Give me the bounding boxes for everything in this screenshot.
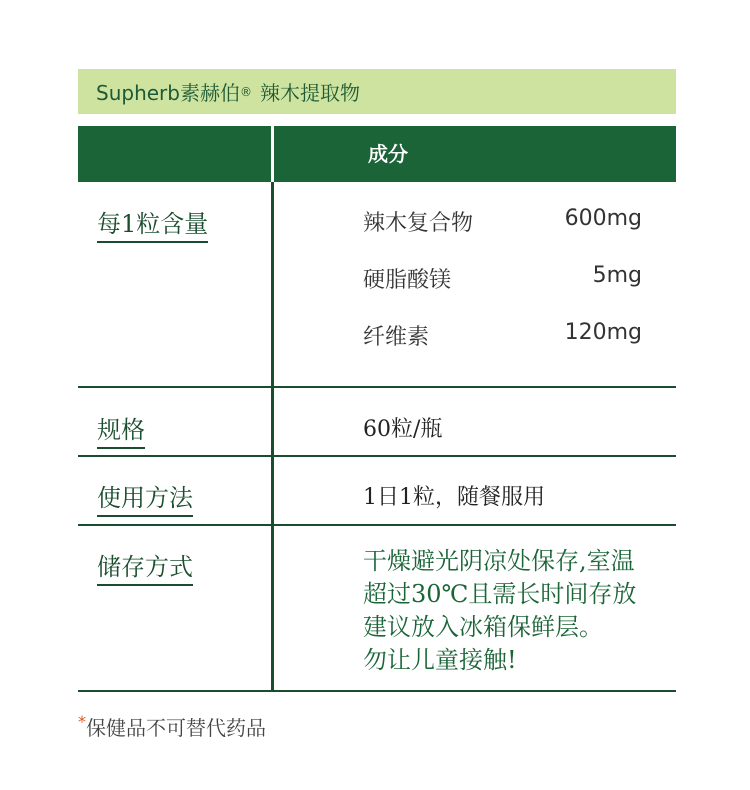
ingredient-name: 辣木复合物 [363,211,474,236]
storage-line: 干燥避光阴凉处保存,室温 [363,547,635,575]
asterisk-icon: * [78,712,86,731]
brand-name: Supherb素赫伯 [96,81,240,105]
ingredients-column-header: 成分 [368,142,408,166]
ingredient-name: 硬脂酸镁 [363,268,452,293]
header-divider [271,126,274,182]
column-divider [271,182,274,691]
row-divider [78,386,676,388]
product-name: 辣木提取物 [259,81,360,105]
per-serving-label: 每1粒含量 [97,204,208,243]
ingredient-amount: 120mg [564,320,642,345]
storage-label: 储存方式 [97,547,193,586]
ingredient-name: 纤维素 [363,325,430,350]
ingredient-amount: 5mg [592,263,642,288]
registered-mark: ® [239,84,252,99]
table-bottom-border [78,690,676,692]
row-divider [78,524,676,526]
storage-line: 建议放入冰箱保鲜层。 [363,613,603,641]
product-title-bar [78,69,676,114]
row-divider [78,455,676,457]
storage-instructions [363,545,636,677]
storage-line: 超过30℃且需长时间存放 [363,580,637,608]
usage-value: 1日1粒，随餐服用 [363,485,545,510]
ingredient-amount: 600mg [564,206,642,231]
spec-label: 规格 [97,410,145,449]
storage-line: 勿让儿童接触! [363,646,517,674]
footnote-text: 保健品不可替代药品 [86,716,266,740]
footnote [78,712,266,741]
table-header [78,126,676,182]
spec-value: 60粒/瓶 [363,417,443,442]
usage-label: 使用方法 [97,478,193,517]
